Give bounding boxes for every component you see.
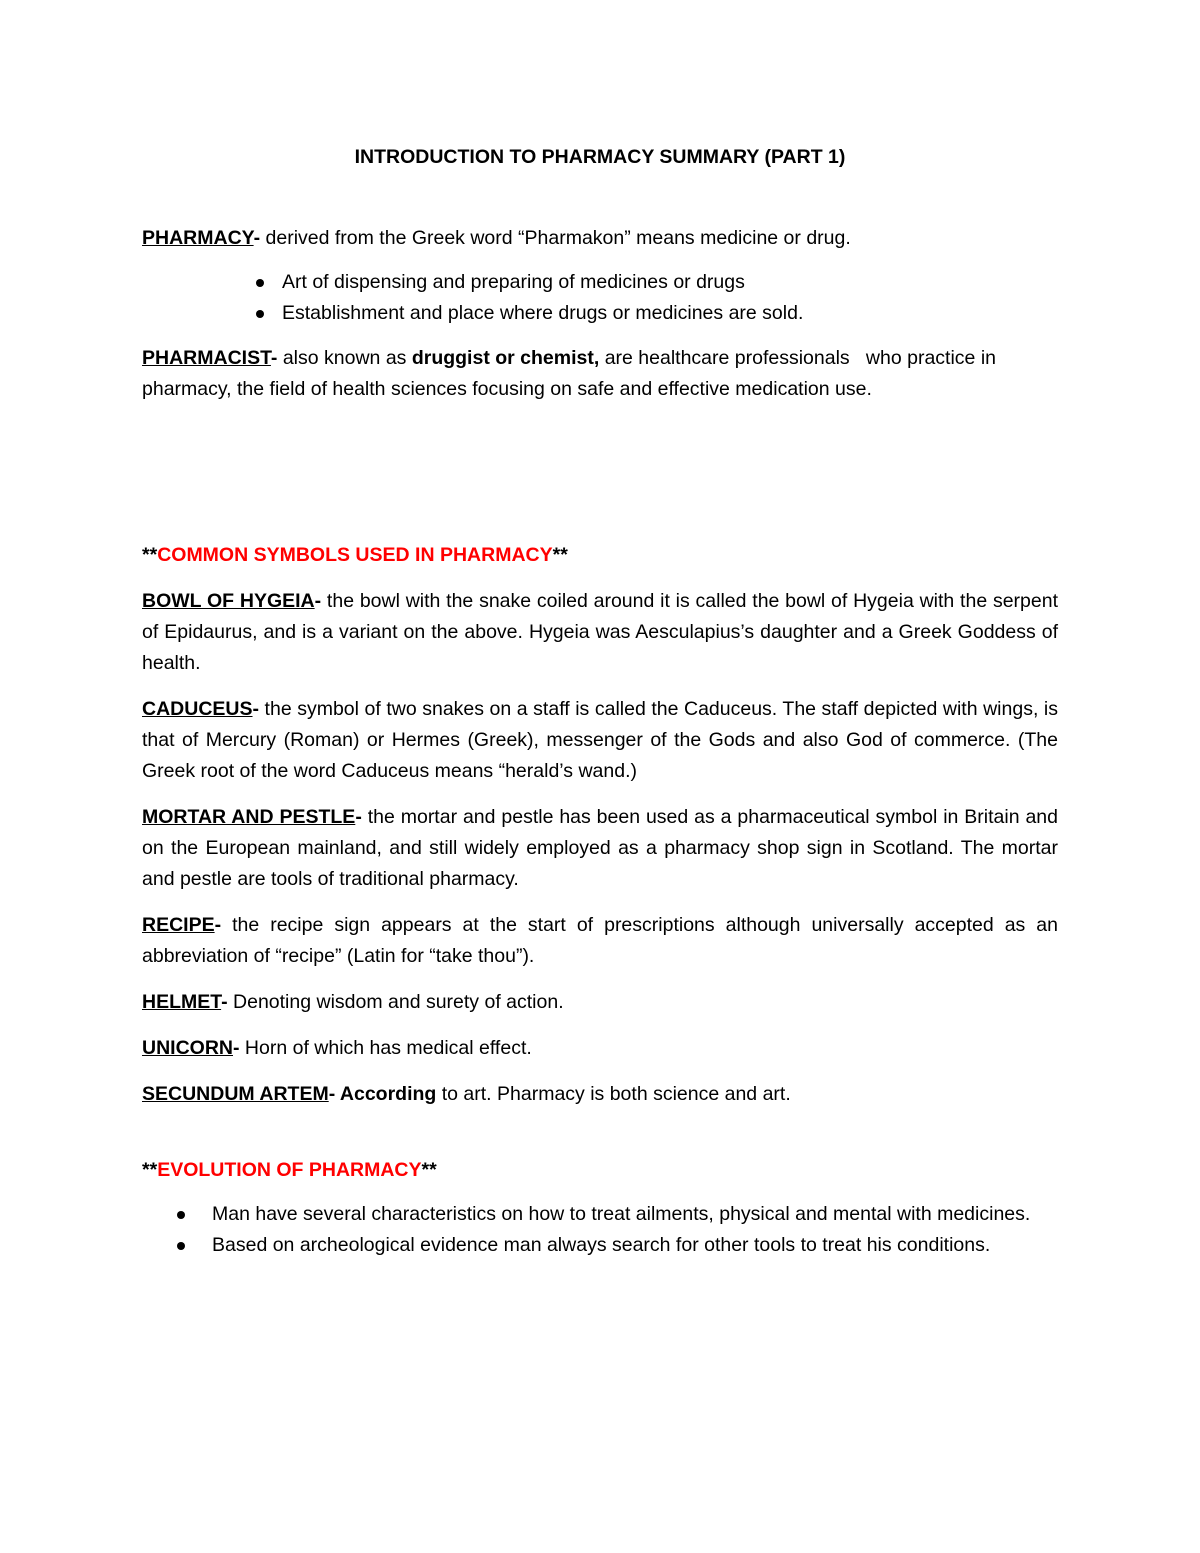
- symbol-entry: CADUCEUS- the symbol of two snakes on a staff is called the Caduceus. The staff depicted with wings, is that of Mercury (Roman) or Hermes (Greek), messenger of the Gods and also God of commerce. (The Greek root of the word Caduceus means “herald’s wand.): [142, 698, 1058, 782]
- document-title: INTRODUCTION TO PHARMACY SUMMARY (PART 1): [354, 146, 846, 168]
- symbols-section-heading: **COMMON SYMBOLS USED IN PHARMACY**: [142, 544, 568, 566]
- symbol-entry: RECIPE- the recipe sign appears at the start of prescriptions although universally accepted as an abbreviation of “recipe” (Latin for “take thou”).: [142, 914, 1058, 967]
- evolution-section-heading: **EVOLUTION OF PHARMACY**: [142, 1159, 437, 1181]
- pharmacy-bullet-list: [142, 267, 1058, 329]
- pharmacist-term: PHARMACIST: [142, 347, 271, 369]
- symbol-entry: UNICORN- Horn of which has medical effect.: [142, 1037, 532, 1059]
- bullet-icon: [256, 279, 264, 287]
- symbol-entry: BOWL OF HYGEIA- the bowl with the snake coiled around it is called the bowl of Hygeia with the serpent of Epidaurus, and is a variant on the above. Hygeia was Aesculapius’s daughter and a Greek Goddess of health.: [142, 590, 1058, 674]
- list-item: Man have several characteristics on how to treat ailments, physical and mental with medicines.: [142, 1199, 1058, 1230]
- pharmacy-dash: -: [253, 227, 261, 249]
- bullet-icon: [177, 1211, 185, 1219]
- bullet-icon: [256, 310, 264, 318]
- bullet-icon: [177, 1242, 185, 1250]
- list-item: Art of dispensing and preparing of medicines or drugs: [142, 267, 1058, 298]
- symbol-entry: MORTAR AND PESTLE- the mortar and pestle has been used as a pharmaceutical symbol in Britain and on the European mainland, and still widely employed as a pharmacy shop sign in Scotland. The mortar and pestle are tools of traditional pharmacy.: [142, 806, 1058, 890]
- symbol-entry: HELMET- Denoting wisdom and surety of action.: [142, 991, 564, 1013]
- list-item: Based on archeological evidence man always search for other tools to treat his conditions.: [142, 1230, 1058, 1261]
- symbol-entry: SECUNDUM ARTEM- According to art. Pharmacy is both science and art.: [142, 1083, 791, 1105]
- list-item: Establishment and place where drugs or medicines are sold.: [142, 298, 1058, 329]
- pharmacy-term: PHARMACY: [142, 227, 254, 249]
- evolution-bullet-list: [142, 1199, 1058, 1261]
- document-body: [142, 142, 1058, 1261]
- pharmacist-synonyms: druggist or chemist,: [411, 347, 600, 369]
- pharmacist-definition: PHARMACIST- also known as druggist or chemist, are healthcare professionals who practice in pharmacy, the field of health sciences focusing on safe and effective medication use.: [142, 347, 1002, 400]
- pharmacy-definition: [142, 223, 1058, 254]
- pharmacist-dash: -: [270, 347, 278, 369]
- pharmacy-definition-text: derived from the Greek word “Pharmakon” means medicine or drug.: [260, 227, 851, 249]
